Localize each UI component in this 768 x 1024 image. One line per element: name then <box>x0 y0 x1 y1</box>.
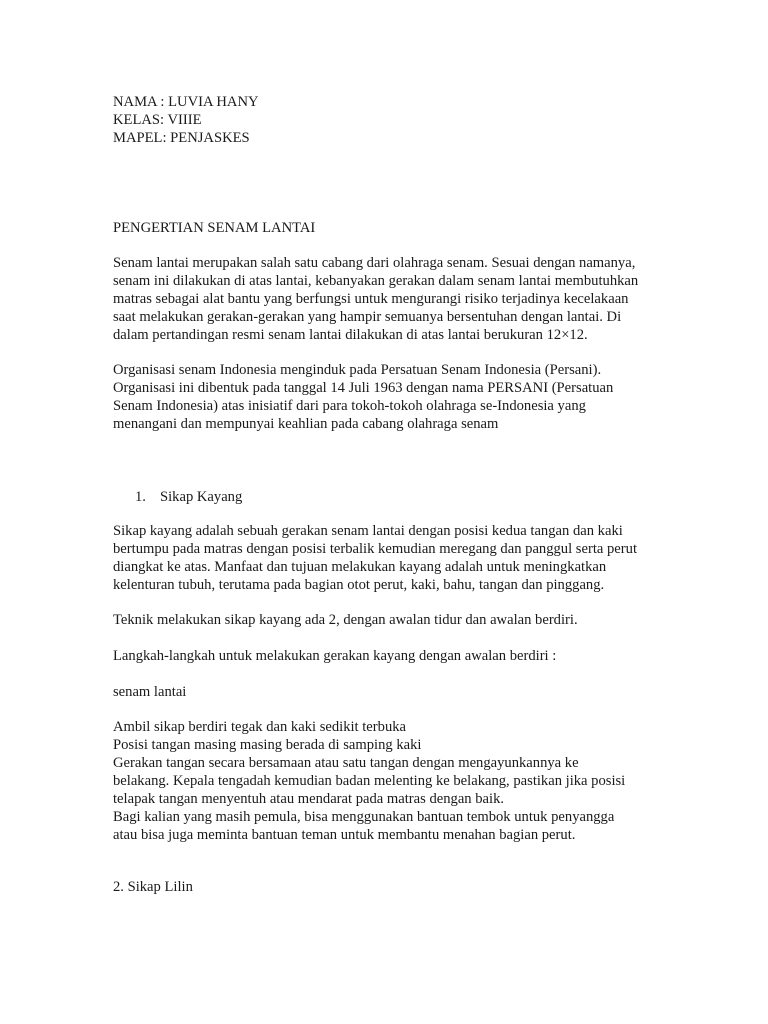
step-line: Ambil sikap berdiri tegak dan kaki sedikit terbuka <box>113 719 407 735</box>
paragraph-1-line: saat melakukan gerakan-gerakan yang hampir semuanya bersentuhan dengan lantai. Di <box>113 309 622 325</box>
paragraph-1-line: senam ini dilakukan di atas lantai, kebanyakan gerakan dalam senam lantai membutuhkan <box>113 273 639 289</box>
paragraph-3-line: kelenturan tubuh, terutama pada bagian otot perut, kaki, bahu, tangan dan pinggang. <box>113 577 605 593</box>
list-item-2: 2. Sikap Lilin <box>113 879 193 895</box>
step-line: atau bisa juga meminta bantuan teman untuk membantu menahan bagian perut. <box>113 827 576 843</box>
section-title: PENGERTIAN SENAM LANTAI <box>113 220 316 236</box>
header-kelas: KELAS: VIIIE <box>113 112 202 128</box>
step-line: Gerakan tangan secara bersamaan atau satu tangan dengan mengayunkannya ke <box>113 755 579 771</box>
step-line: Bagi kalian yang masih pemula, bisa menggunakan bantuan tembok untuk penyangga <box>113 809 615 825</box>
list-item-label: Sikap Kayang <box>160 489 243 505</box>
header-nama: NAMA : LUVIA HANY <box>113 94 259 110</box>
image-caption: senam lantai <box>113 684 187 700</box>
paragraph-1-line: Senam lantai merupakan salah satu cabang dari olahraga senam. Sesuai dengan namanya, <box>113 255 636 271</box>
paragraph-4: Teknik melakukan sikap kayang ada 2, dengan awalan tidur dan awalan berdiri. <box>113 612 578 628</box>
paragraph-2-line: Organisasi senam Indonesia menginduk pada Persatuan Senam Indonesia (Persani). <box>113 362 602 378</box>
paragraph-5: Langkah-langkah untuk melakukan gerakan kayang dengan awalan berdiri : <box>113 648 557 664</box>
step-line: Posisi tangan masing masing berada di samping kaki <box>113 737 422 753</box>
paragraph-2-line: Organisasi ini dibentuk pada tanggal 14 Juli 1963 dengan nama PERSANI (Persatuan <box>113 380 614 396</box>
step-line: belakang. Kepala tengadah kemudian badan melenting ke belakang, pastikan jika posisi <box>113 773 626 789</box>
paragraph-2-line: menangani dan mempunyai keahlian pada cabang olahraga senam <box>113 416 499 432</box>
step-line: telapak tangan menyentuh atau mendarat pada matras dengan baik. <box>113 791 505 807</box>
paragraph-1-line: matras sebagai alat bantu yang berfungsi untuk mengurangi risiko terjadinya kecelakaan <box>113 291 629 307</box>
paragraph-3-line: Sikap kayang adalah sebuah gerakan senam lantai dengan posisi kedua tangan dan kaki <box>113 523 623 539</box>
paragraph-3-line: bertumpu pada matras dengan posisi terbalik kemudian meregang dan panggul serta perut <box>113 541 637 557</box>
list-item-number: 1. <box>135 489 146 505</box>
paragraph-1-line: dalam pertandingan resmi senam lantai dilakukan di atas lantai berukuran 12×12. <box>113 327 588 343</box>
header-mapel: MAPEL: PENJASKES <box>113 130 250 146</box>
paragraph-3-line: diangkat ke atas. Manfaat dan tujuan melakukan kayang adalah untuk meningkatkan <box>113 559 607 575</box>
paragraph-2-line: Senam Indonesia) atas inisiatif dari para tokoh-tokoh olahraga se-Indonesia yang <box>113 398 586 414</box>
